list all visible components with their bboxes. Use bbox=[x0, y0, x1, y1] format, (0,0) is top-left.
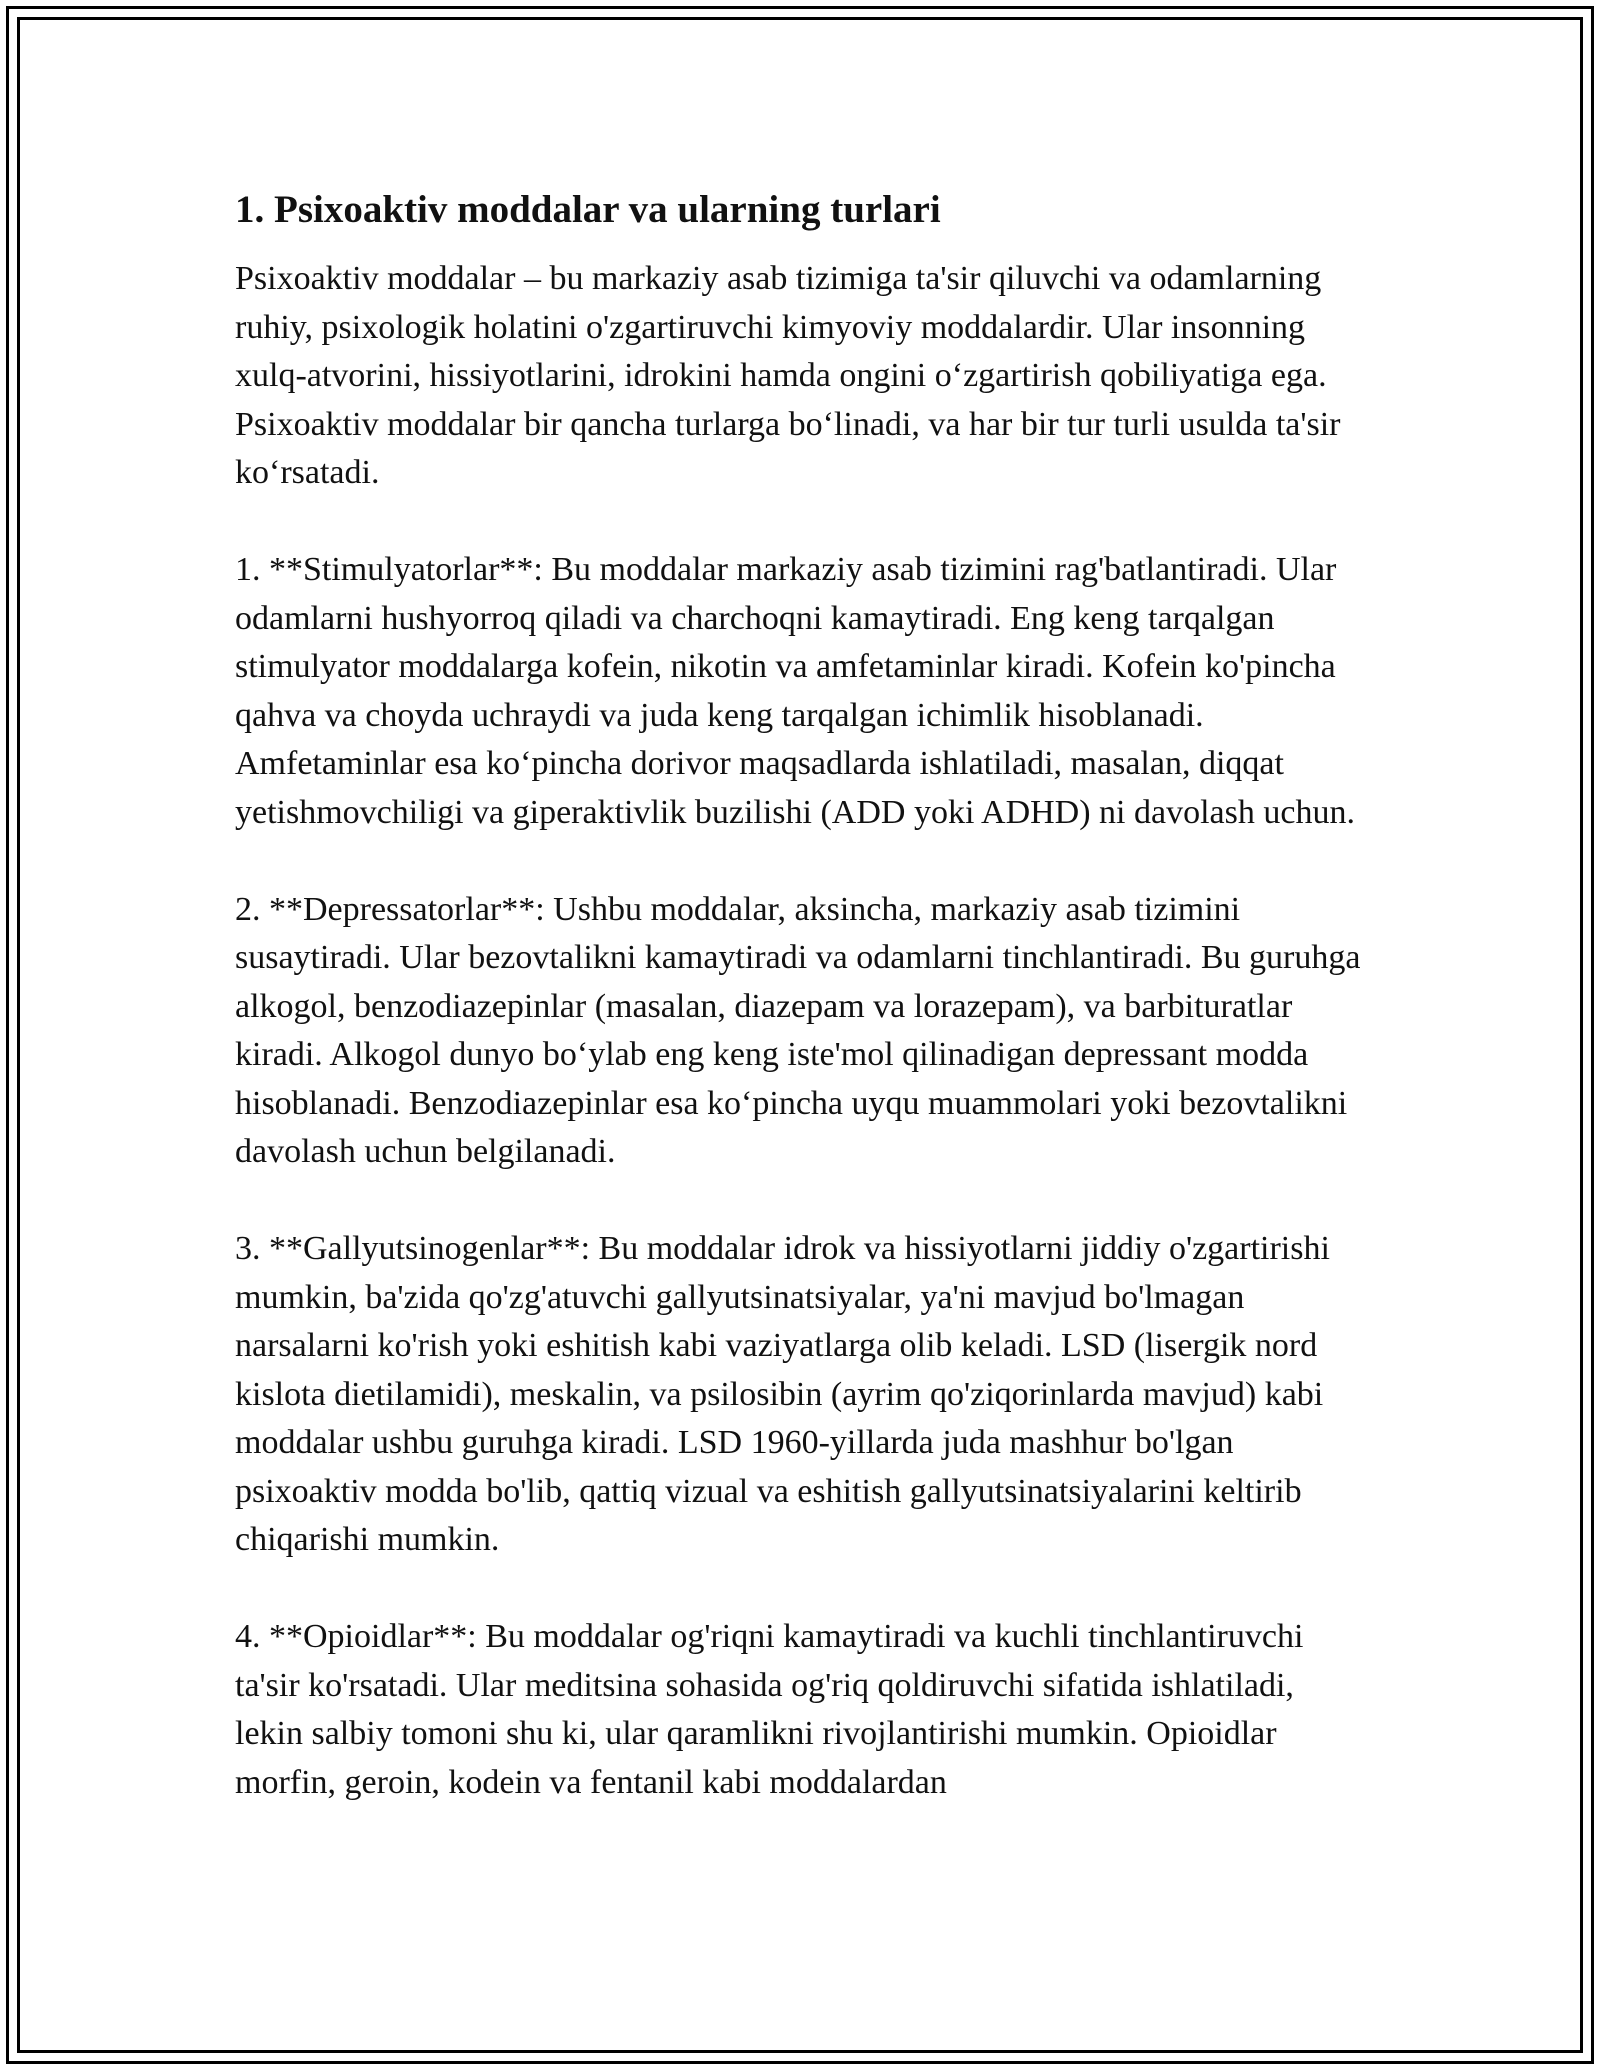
stimulants-paragraph: 1. **Stimulyatorlar**: Bu moddalar markaziy asab tizimini rag'batlantiradi. Ular odamlarni hushyorroq qiladi va charchoqni kamaytiradi. Eng keng tarqalgan stimulyator moddalarga kofein, nikotin va amfetaminlar kiradi. Kofein ko'pincha qahva va choyda uchraydi va juda keng tarqalgan ichimlik hisoblanadi. Amfetaminlar esa koʻpincha dorivor maqsadlarda ishlatiladi, masalan, diqqat yetishmovchiligi va giperaktivlik buzilishi (ADD yoki ADHD) ni davolash uchun. bbox=[235, 551, 1355, 831]
hallucinogens-paragraph: 3. **Gallyutsinogenlar**: Bu moddalar idrok va hissiyotlarni jiddiy o'zgartirishi mumkin, ba'zida qo'zg'atuvchi gallyutsinatsiyalar, ya'ni mavjud bo'lmagan narsalarni ko'rish yoki eshitish kabi vaziyatlarga olib keladi. LSD (lisergik nord kislota dietilamidi), meskalin, va psilosibin (ayrim qo'ziqorinlarda mavjud) kabi moddalar ushbu guruhga kiradi. LSD 1960-yillarda juda mashhur bo'lgan psixoaktiv modda bo'lib, qattiq vizual va eshitish gallyutsinatsiyalarini keltirib chiqarishi mumkin. bbox=[235, 1230, 1330, 1558]
opioids-paragraph: 4. **Opioidlar**: Bu moddalar og'riqni kamaytiradi va kuchli tinchlantiruvchi ta'sir ko'rsatadi. Ular meditsina sohasida og'riq qoldiruvchi sifatida ishlatiladi, lekin salbiy tomoni shu ki, ular qaramlikni rivojlantirishi mumkin. Opioidlar morfin, geroin, kodein va fentanil kabi moddalardan bbox=[235, 1618, 1304, 1801]
section-heading: 1. Psixoaktiv moddalar va ularning turlari bbox=[235, 188, 941, 231]
document-body bbox=[235, 185, 1370, 1807]
intro-paragraph: Psixoaktiv moddalar – bu markaziy asab tizimiga ta'sir qiluvchi va odamlarning ruhiy, psixologik holatini o'zgartiruvchi kimyoviy moddalardir. Ular insonning xulq-atvorini, hissiyotlarini, idrokini hamda ongini oʻzgartirish qobiliyatiga ega. Psixoaktiv moddalar bir qancha turlarga boʻlinadi, va har bir tur turli usulda ta'sir koʻrsatadi. bbox=[235, 260, 1341, 491]
depressants-paragraph: 2. **Depressatorlar**: Ushbu moddalar, aksincha, markaziy asab tizimini susaytiradi. Ular bezovtalikni kamaytiradi va odamlarni tinchlantiradi. Bu guruhga alkogol, benzodiazepinlar (masalan, diazepam va lorazepam), va barbituratlar kiradi. Alkogol dunyo boʻylab eng keng iste'mol qilinadigan depressant modda hisoblanadi. Benzodiazepinlar esa koʻpincha uyqu muammolari yoki bezovtalikni davolash uchun belgilanadi. bbox=[235, 890, 1361, 1170]
